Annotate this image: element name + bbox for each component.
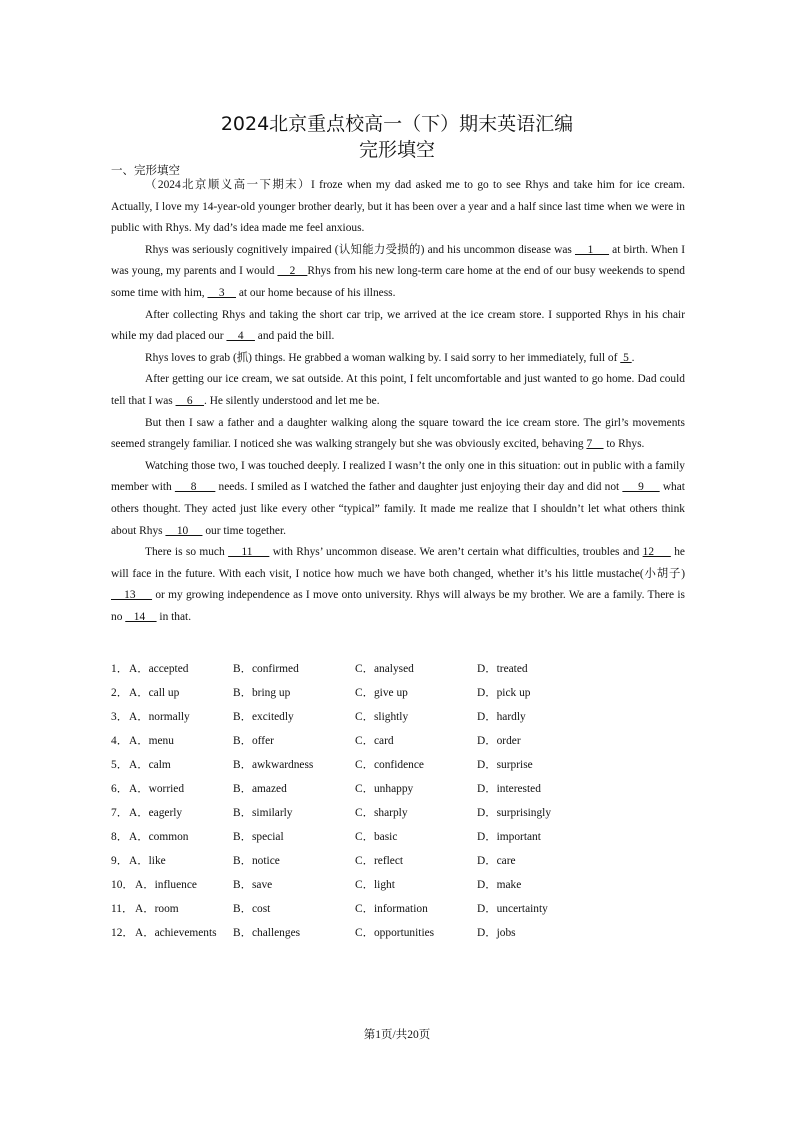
option-a: A．menu [129, 735, 174, 747]
option-b: B．excitedly [233, 711, 294, 723]
blank-11: 11 [228, 546, 270, 559]
option-c: C．opportunities [355, 927, 435, 939]
option-c: C．slightly [355, 711, 409, 723]
option-row-2 [111, 681, 671, 705]
question-number: 1． [111, 663, 129, 675]
paragraph-text: needs. I smiled as I watched the father and daughter just enjoying their day and did not [215, 481, 623, 494]
paragraph-3 [111, 305, 685, 348]
option-a: A．common [129, 831, 189, 843]
question-number: 5． [111, 759, 129, 771]
option-a: A．call up [129, 687, 180, 699]
blank-1: 1 [574, 243, 610, 256]
blank-2: 2 [277, 265, 308, 278]
option-c: C．unhappy [355, 783, 414, 795]
option-c: C．reflect [355, 855, 404, 867]
page-subtitle: 完形填空 [358, 139, 435, 161]
option-c: C．sharply [355, 807, 408, 819]
paragraph-text: he will face in the future. With each visit, I notice how much we have both changed, whether it’s his little mustache(小胡子) [111, 546, 685, 580]
option-row-4 [111, 729, 671, 753]
option-b: B．awkwardness [233, 759, 314, 771]
option-b: B．challenges [233, 927, 301, 939]
option-c: C．confidence [355, 759, 424, 771]
option-d: D．pick up [477, 687, 531, 699]
paragraph-text: Rhys was seriously cognitively impaired (认知能力受损的) and his uncommon disease was [145, 243, 575, 256]
paragraph-1 [111, 175, 685, 240]
option-row-10 [111, 873, 671, 897]
question-number: 6． [111, 783, 129, 795]
blank-3: 3 [207, 286, 236, 299]
paragraph-5 [111, 369, 685, 412]
option-row-12 [111, 921, 671, 945]
blank-5: 5 [620, 351, 632, 364]
paragraph-text: There is so much [145, 546, 229, 559]
blank-7: 7 [586, 438, 604, 451]
question-number: 11． [111, 903, 134, 915]
blank-14: 14 [125, 610, 157, 623]
question-number: 8． [111, 831, 129, 843]
option-d: D．make [477, 879, 522, 891]
paragraph-text: at birth. When I was young, my parents and I would [111, 243, 685, 278]
option-d: D．surprisingly [477, 807, 552, 819]
paragraph-2 [111, 240, 685, 305]
paragraph-text: our time together. [202, 524, 286, 537]
page-footer: 第1页/共20页 [363, 1029, 431, 1041]
option-d: D．surprise [477, 759, 533, 771]
paragraph-text: After collecting Rhys and taking the short car trip, we arrived at the ice cream store. I supported Rhys in his chair while my dad placed our [111, 308, 685, 343]
blank-13: 13 [111, 589, 153, 602]
paragraph-7 [111, 456, 685, 542]
question-number: 12． [111, 927, 134, 939]
option-b: B．save [233, 879, 273, 891]
paragraph-text: to Rhys. [603, 438, 645, 451]
option-b: B．special [233, 831, 284, 843]
option-d: D．jobs [477, 927, 516, 939]
option-d: D．interested [477, 783, 541, 795]
option-row-1 [111, 657, 671, 681]
paragraph-6 [111, 413, 685, 456]
option-a: A．calm [129, 759, 171, 771]
option-a: A．achievements [135, 927, 217, 939]
options-list [111, 657, 671, 945]
option-b: B．amazed [233, 783, 287, 795]
option-b: B．offer [233, 735, 274, 747]
paragraph-text: . [631, 351, 635, 364]
paragraph-text: Rhys from his new long-term care home at the end of our busy weekends to spend some time with him, [111, 265, 685, 299]
paragraph-8 [111, 542, 685, 628]
option-a: A．worried [129, 783, 185, 795]
blank-6: 6 [175, 394, 205, 407]
source-note: （2024北京顺义高一下期末） [145, 179, 312, 191]
option-a: A．influence [135, 879, 197, 891]
paragraph-text: . He silently understood and let me be. [204, 394, 380, 407]
option-c: C．analysed [355, 663, 414, 675]
paragraph-text: what others thought. They acted just like every other “typical” family. It made me realize that I shouldn’t let what others think about Rhys [111, 481, 685, 537]
paragraph-text: But then I saw a father and a daughter walking along the square toward the ice cream store. The girl’s movements seemed strangely familiar. I noticed she was walking strangely but she was obviously excited, behaving [111, 416, 685, 451]
option-b: B．similarly [233, 807, 293, 819]
paragraph-text: in that. [156, 610, 192, 623]
passage [111, 175, 685, 628]
option-row-11 [111, 897, 671, 921]
option-d: D．hardly [477, 711, 526, 723]
paragraph-text: Rhys loves to grab (抓) things. He grabbed a woman walking by. I said sorry to her immediately, full of [145, 351, 621, 364]
question-number: 4． [111, 735, 129, 747]
option-row-8 [111, 825, 671, 849]
question-number: 7． [111, 807, 129, 819]
option-row-3 [111, 705, 671, 729]
option-d: D．care [477, 855, 516, 867]
option-a: A．normally [129, 711, 190, 723]
option-a: A．like [129, 855, 166, 867]
paragraph-text: After getting our ice cream, we sat outside. At this point, I felt uncomfortable and just wanted to go home. Dad could tell that I was [111, 373, 685, 407]
question-number: 3． [111, 711, 129, 723]
blank-10: 10 [165, 524, 203, 537]
paragraph-text: or my growing independence as I move onto university. Rhys will always be my brother. We are a family. There is no [111, 589, 685, 623]
paragraph-text: and paid the bill. [254, 330, 335, 343]
option-c: C．information [355, 903, 428, 915]
option-c: C．basic [355, 831, 398, 843]
option-d: D．order [477, 735, 521, 747]
option-row-9 [111, 849, 671, 873]
blank-9: 9 [622, 481, 660, 494]
option-b: B．confirmed [233, 663, 299, 675]
question-number: 10． [111, 879, 134, 891]
option-c: C．give up [355, 687, 408, 699]
paragraph-text: I froze when my dad asked me to go to see Rhys and take him for ice cream. Actually, I love my 14-year-old younger brother dearly, but it has been over a year and a half since last time when we were in public with Rhys. My dad’s idea made me feel anxious. [111, 179, 685, 235]
option-d: D．uncertainty [477, 903, 548, 915]
option-b: B．cost [233, 903, 271, 915]
section-label: 一、完形填空 [111, 163, 180, 177]
option-a: A．accepted [129, 663, 189, 675]
option-a: A．room [135, 903, 179, 915]
blank-12: 12 [642, 546, 671, 559]
paragraph-text: at our home because of his illness. [235, 286, 396, 299]
option-c: C．light [355, 879, 395, 891]
option-a: A．eagerly [129, 807, 183, 819]
option-b: B．notice [233, 855, 280, 867]
question-number: 2． [111, 687, 129, 699]
option-d: D．treated [477, 663, 528, 675]
option-row-6 [111, 777, 671, 801]
option-d: D．important [477, 831, 541, 843]
blank-4: 4 [226, 330, 255, 343]
paragraph-text: with Rhys’ uncommon disease. We aren’t certain what difficulties, troubles and [269, 546, 643, 559]
option-b: B．bring up [233, 687, 291, 699]
option-row-5 [111, 753, 671, 777]
option-c: C．card [355, 735, 394, 747]
page-title: 2024北京重点校高一（下）期末英语汇编 [220, 113, 574, 135]
paragraph-text: Watching those two, I was touched deeply. I realized I wasn’t the only one in this situation: out in public with a family member with [111, 459, 685, 494]
question-number: 9． [111, 855, 129, 867]
option-row-7 [111, 801, 671, 825]
blank-8: 8 [174, 481, 216, 494]
paragraph-4 [111, 348, 685, 370]
